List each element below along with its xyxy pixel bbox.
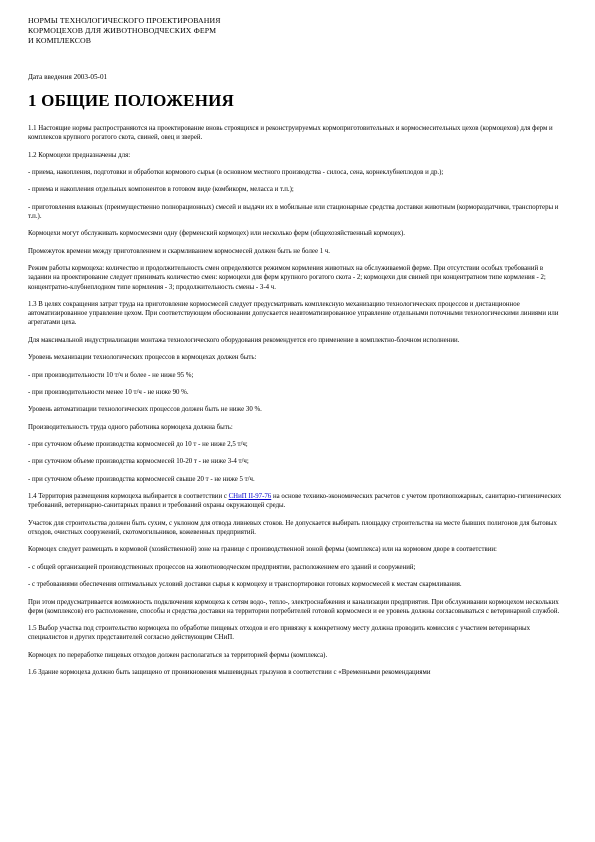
list-item: - приема и накопления отдельных компонентов в готовом виде (комбикорм, меласса и т.п.); [28, 186, 294, 194]
paragraph: Кормоцех по переработке пищевых отходов должен располагаться за территорией фермы (комплекса). [28, 651, 328, 659]
paragraph: Промежуток времени между приготовлением и скармливанием кормосмесей должен быть не более 1 ч. [28, 247, 330, 255]
paragraph: 1.5 Выбор участка под строительство кормоцеха по обработке пищевых отходов и его привязку к конкретному месту должна проводить комиссия с участием ветеринарных специалистов и других представителей согласно действующим СНиП. [28, 625, 531, 642]
paragraph: 1.6 Здание кормоцеха должно быть защищено от проникновения мышевидных грызунов в соответствии с «Временными рекомендациями [28, 669, 431, 677]
paragraph: 1.3 В целях сокращения затрат труда на приготовление кормосмесей следует предусматривать комплексную механизацию технологических процессов и дистанционное автоматизированное управление цехом. При соответствующем обосновании допускается неавтоматизированное управление отдельными поточными технологическими линиями или агрегатами цеха. [28, 300, 559, 327]
paragraph: Уровень механизации технологических процессов в кормоцехах должен быть: [28, 354, 257, 362]
document-header [28, 16, 221, 46]
list-item: - приема, накопления, подготовки и обработки кормового сырья (в основном местного производства - силоса, сена, корнеклубнеплодов и др.); [28, 168, 444, 176]
paragraph: Для максимальной индустриализации монтажа технологического оборудования рекомендуется его применение в комплектно-блочном исполнении. [28, 336, 460, 344]
paragraph: Участок для строительства должен быть сухим, с уклоном для отвода ливневых стоков. Не допускается выбирать площадку строительства на месте бывших полигонов для бытовых отходов, очистных сооружений, скотомогильников, кожевенных предприятий. [28, 519, 557, 537]
list-item: - при суточном объеме производства кормосмесей свыше 20 т - не ниже 5 т/ч. [28, 475, 255, 483]
header-line-1: НОРМЫ ТЕХНОЛОГИЧЕСКОГО ПРОЕКТИРОВАНИЯ [28, 16, 221, 25]
list-item: - приготовления влажных (преимущественно полнорационных) смесей и выдачи их в мобильные или стационарные средства доставки животным (кормораздатчики, транспортеры и т.п.). [28, 203, 559, 220]
paragraph [28, 492, 568, 510]
paragraph: При этом предусматривается возможность подключения кормоцеха к сетям водо-, тепло-, электроснабжения и канализации предприятия. При обслуживании кормоцехом нескольких ферм (комплексов) его расположение, способы и средства доставки на территории потребителей готовой кормосмеси и ее уровень должны согласовываться с ветеринарной службой. [28, 598, 560, 615]
paragraph: Режим работы кормоцеха: количество и продолжительность смен определяются режимом кормления животных на обслуживаемой ферме. При отсутствии особых требований в задании на проектирование следует принимать количество смен: кормоцехи для ферм крупного рогатого скота - 2; кормоцехи для свиней при концентратном типе кормления - 2; концентратно-клубнеплодном типе кормления - 3; продолжительность смены - 3-4 ч. [28, 265, 546, 291]
list-item: - при суточном объеме производства кормосмесей до 10 т - не ниже 2,5 т/ч; [28, 441, 248, 449]
paragraph-text: 1.4 Территория размещения кормоцеха выбирается в соответствии с [28, 493, 229, 501]
intro-date: Дата введения 2003-05-01 [28, 73, 108, 81]
paragraph: 1.2 Кормоцехи предназначены для: [28, 151, 131, 159]
list-item: - при суточном объеме производства кормосмесей 10-20 т - не ниже 3-4 т/ч; [28, 458, 249, 466]
list-item: - при производительности 10 т/ч и более - не ниже 95 %; [28, 371, 194, 379]
section-title: 1 ОБЩИЕ ПОЛОЖЕНИЯ [28, 91, 235, 110]
list-item: - с общей организацией производственных процессов на животноводческом предприятии, расположением его зданий и сооружений; [28, 563, 416, 571]
paragraph: Производительность труда одного работника кормоцеха должна быть: [28, 423, 233, 431]
paragraph-text: на основе технико-экономических расчетов с учетом противопожарных, санитарно-гигиенических требований, ветеринарно-санитарных правил и требований охраны окружающей среды. [28, 493, 562, 510]
paragraph: 1.1 Настоящие нормы распространяются на проектирование вновь строящихся и реконструируемых кормоприготовительных и кормосмесительных цехов (кормоцехов) для ферм и комплексов крупного рогатого скота, свиней, овец и зверей. [28, 125, 553, 142]
header-line-2: КОРМОЦЕХОВ ДЛЯ ЖИВОТНОВОДЧЕСКИХ ФЕРМ [28, 26, 217, 35]
paragraph: Кормоцехи могут обслуживать кормосмесями одну (ферменский кормоцех) или несколько ферм (общехозяйственный кормоцех). [28, 230, 405, 238]
header-line-3: И КОМПЛЕКСОВ [28, 36, 92, 45]
snip-link[interactable]: СНиП II-97-76 [228, 493, 272, 501]
list-item: - с требованиями обеспечения оптимальных условий доставки сырья к кормоцеху и транспортировки готовых кормосмесей к местам скармливания. [28, 581, 462, 589]
paragraph: Уровень автоматизации технологических процессов должен быть не ниже 30 %. [28, 406, 262, 414]
paragraph: Кормоцех следует размещать в кормовой (хозяйственной) зоне на границе с производственной зоной фермы (комплекса) или на кормовом дворе в соответствии: [28, 546, 497, 554]
document-body [28, 124, 568, 686]
list-item: - при производительности менее 10 т/ч - не ниже 90 %. [28, 388, 189, 396]
